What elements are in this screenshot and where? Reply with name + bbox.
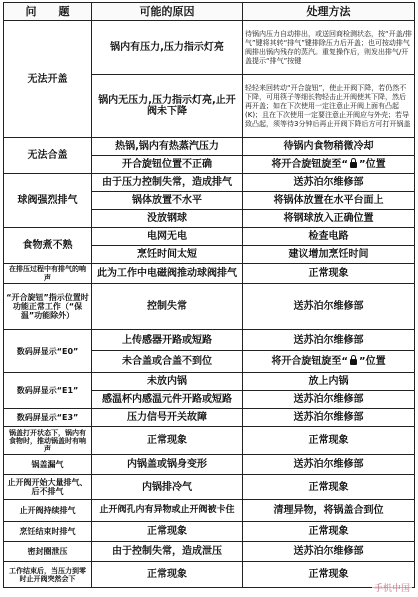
cause-cell: 此为工作中电磁阀推动球阀排气 [92, 264, 243, 284]
table-row [4, 475, 415, 500]
cause-cell: 烹饪时间太短 [92, 246, 243, 264]
table-row [4, 330, 415, 351]
header-problem: 问 题 [4, 3, 92, 21]
cause-cell: 由于压力控制失常，造成排气 [92, 174, 243, 192]
solution-text: ”位置 [359, 159, 386, 170]
solution-cell [243, 351, 415, 373]
cause-cell: 锅内无压力,压力指示灯亮,止开阀未下降 [92, 75, 243, 138]
problem-cell: 在排压过程中有排气的响声 [4, 264, 92, 284]
table-row [4, 21, 415, 75]
problem-cell: 止开阀持续排气 [4, 500, 92, 522]
solution-text: 将开合旋钮旋至“ [271, 356, 348, 367]
solution-cell: 待锅内压力自动排出，或送回商检测状态，按“开盖/排气”键将其转“排气”键排除压力后开盖；也可按动排气阀排出锅内残存的蒸汽。重复操作后，则发出排气/开盖提示“排气”按键 [243, 21, 415, 75]
cause-cell: 热锅,锅内有热蒸汽压力 [92, 138, 243, 156]
lock-icon [350, 359, 357, 365]
cause-cell: 正常现象 [92, 562, 243, 588]
solution-cell: 送苏泊尔维修部 [243, 174, 415, 192]
table-row [4, 174, 415, 192]
solution-cell [243, 156, 415, 174]
cause-cell: 正常现象 [92, 427, 243, 455]
solution-cell: 轻轻来回转动“开合旋钮”，使止开阀下降，若仍然不下降，可用筷子等细长物轻击止开阀使其下降，然后再开盖；如在下次使用一定注意止开阀上面有凸起(K)；且在下次使用一定要注意止开阀应与外壳；若导致凸起，须等待3分钟后再止开阀下降后方可打开锅盖 [243, 75, 415, 138]
troubleshooting-table [3, 2, 415, 588]
solution-text: ”位置 [359, 356, 386, 367]
cause-cell: 正常现象 [92, 522, 243, 542]
cause-cell: 控制失常 [92, 284, 243, 330]
table-row [4, 542, 415, 562]
solution-text: 将开合旋钮旋至“ [271, 159, 348, 170]
cause-cell: 开合旋钮位置不正确 [92, 156, 243, 174]
solution-cell: 送苏泊尔维修部 [243, 391, 415, 409]
table-row [4, 284, 415, 330]
table-row [4, 409, 415, 427]
problem-cell: 食物煮不熟 [4, 228, 92, 264]
problem-cell: 数码屏显示“E3” [4, 409, 92, 427]
table-row [4, 138, 415, 156]
header-row [4, 3, 415, 21]
cause-cell: 没放钢球 [92, 210, 243, 228]
problem-cell: 密封圈泄压 [4, 542, 92, 562]
table-row [4, 373, 415, 391]
problem-cell: 锅盖打开状态下，锅内有食物时，推动锅盖时有响声 [4, 427, 92, 455]
solution-cell: 放上内锅 [243, 373, 415, 391]
table-row [4, 427, 415, 455]
troubleshooting-sheet [3, 2, 414, 594]
solution-cell: 建议增加烹饪时间 [243, 246, 415, 264]
solution-cell: 将锅体放置在水平台面上 [243, 192, 415, 210]
problem-cell: 工作结束后，当压力到零时止开阀突然会下 [4, 562, 92, 588]
solution-cell: 正常现象 [243, 475, 415, 500]
cause-cell: 内锅盖或锅身变形 [92, 455, 243, 475]
header-cause: 可能的原因 [92, 3, 243, 21]
cause-cell: 内锅排冷气 [92, 475, 243, 500]
table-row [4, 522, 415, 542]
solution-cell: 送苏泊尔维修部 [243, 409, 415, 427]
solution-cell: 将钢球放入正确位置 [243, 210, 415, 228]
cause-cell: 上传感器开路或短路 [92, 330, 243, 351]
cause-cell: 压力信号开关故障 [92, 409, 243, 427]
table-row [4, 228, 415, 246]
cause-cell: 止开阀孔内有异物或止开阀被卡住 [92, 500, 243, 522]
cause-cell: 锅体放置不水平 [92, 192, 243, 210]
problem-cell: 烹饪结束时排气 [4, 522, 92, 542]
solution-cell: 送苏泊尔维修部 [243, 284, 415, 330]
solution-cell: 送苏泊尔维修部 [243, 330, 415, 351]
table-row [4, 562, 415, 588]
header-solution: 处理方法 [243, 3, 415, 21]
problem-cell: 数码屏显示“E0” [4, 330, 92, 373]
cause-cell: 未合盖或合盖不到位 [92, 351, 243, 373]
problem-cell: 锅盖漏气 [4, 455, 92, 475]
solution-cell: 待锅内食物稍微冷却 [243, 138, 415, 156]
solution-cell: 正常现象 [243, 562, 415, 588]
cause-cell: 感温杯内感温元件开路或短路 [92, 391, 243, 409]
solution-cell: 正常现象 [243, 264, 415, 284]
cause-cell: 未放内锅 [92, 373, 243, 391]
watermark: 手机中国 [372, 581, 412, 594]
problem-cell: 无法开盖 [4, 21, 92, 138]
solution-cell: 检查电路 [243, 228, 415, 246]
cause-cell: 电网无电 [92, 228, 243, 246]
table-row [4, 264, 415, 284]
cause-cell: 由于控制失常，造成泄压 [92, 542, 243, 562]
problem-cell: 无法合盖 [4, 138, 92, 174]
problem-cell: 球阀强烈排气 [4, 174, 92, 228]
problem-cell: 止开阀开始大量排气、后不排气 [4, 475, 92, 500]
solution-cell: 清理异物，将锅盖合到位 [243, 500, 415, 522]
table-row [4, 455, 415, 475]
solution-cell: 送苏泊尔维修部 [243, 542, 415, 562]
lock-icon [350, 162, 357, 168]
table-row [4, 500, 415, 522]
problem-cell: 数码屏显示“E1” [4, 373, 92, 409]
solution-cell: 送苏泊尔维修部 [243, 455, 415, 475]
problem-cell: “开合旋钮”指示位置时功能正常工作（“保温”功能除外） [4, 284, 92, 330]
cause-cell: 锅内有压力,压力指示灯亮 [92, 21, 243, 75]
solution-cell: 正常现象 [243, 522, 415, 542]
solution-cell: 正常现象 [243, 427, 415, 455]
